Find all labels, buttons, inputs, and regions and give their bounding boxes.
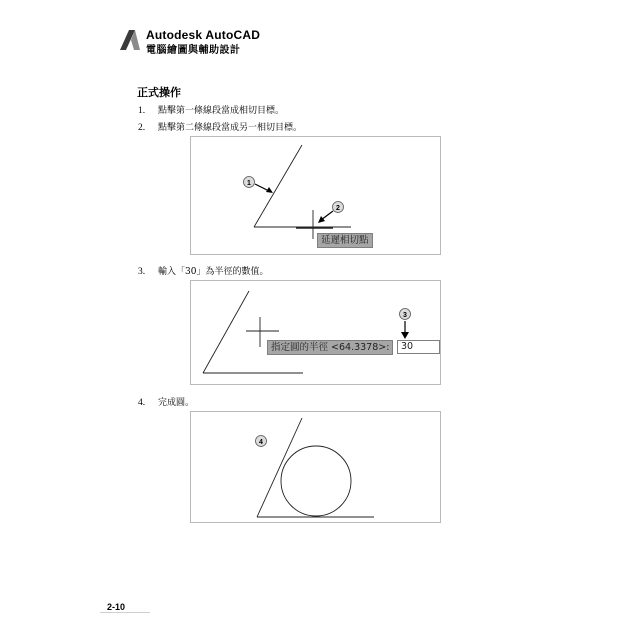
figure-1-drawing (191, 137, 440, 254)
tooltip-deferred-tangent: 延遲相切點 (317, 233, 373, 248)
figure-3-panel (190, 411, 441, 523)
radius-input[interactable]: 30 (397, 340, 440, 354)
figure-1-panel (190, 136, 441, 255)
brand-title: Autodesk AutoCAD (146, 28, 261, 42)
figure-3-drawing (191, 412, 440, 522)
footer-rule (100, 612, 150, 613)
step-text: 點擊第一條線段當成相切目標。 (158, 106, 285, 116)
tangent-line-1 (203, 291, 249, 373)
brand-subtitle: 電腦繪圖與輔助設計 (146, 45, 241, 56)
step-number: 4. (138, 398, 146, 408)
callout-1-label: 1 (247, 180, 251, 187)
step-text: 點擊第二條線段當成另一相切目標。 (158, 123, 303, 133)
figure-2-panel (190, 280, 441, 385)
step-1 (138, 103, 284, 116)
section-title: 正式操作 (137, 86, 181, 99)
step-number: 2. (138, 123, 146, 133)
step-text: 完成圓。 (158, 398, 195, 408)
step-text: 輸入「30」為半徑的數值。 (158, 267, 269, 277)
tangent-line-1 (254, 145, 302, 227)
radius-prompt: 指定圓的半徑 <64.3378>: (267, 340, 393, 355)
step-number: 3. (138, 267, 146, 277)
callout-3-arrowhead (401, 332, 409, 339)
page-number: 2-10 (107, 602, 126, 612)
step-4 (138, 395, 194, 408)
autocad-logo-icon (118, 28, 142, 52)
callout-3-label: 3 (403, 312, 407, 319)
callout-2-label: 2 (336, 205, 340, 212)
tangent-line-1 (257, 418, 302, 517)
result-circle (281, 446, 351, 516)
step-number: 1. (138, 106, 146, 116)
step-2 (138, 120, 302, 133)
figure-2-drawing (191, 281, 440, 384)
callout-4-label: 4 (259, 439, 263, 446)
step-3 (138, 264, 268, 277)
